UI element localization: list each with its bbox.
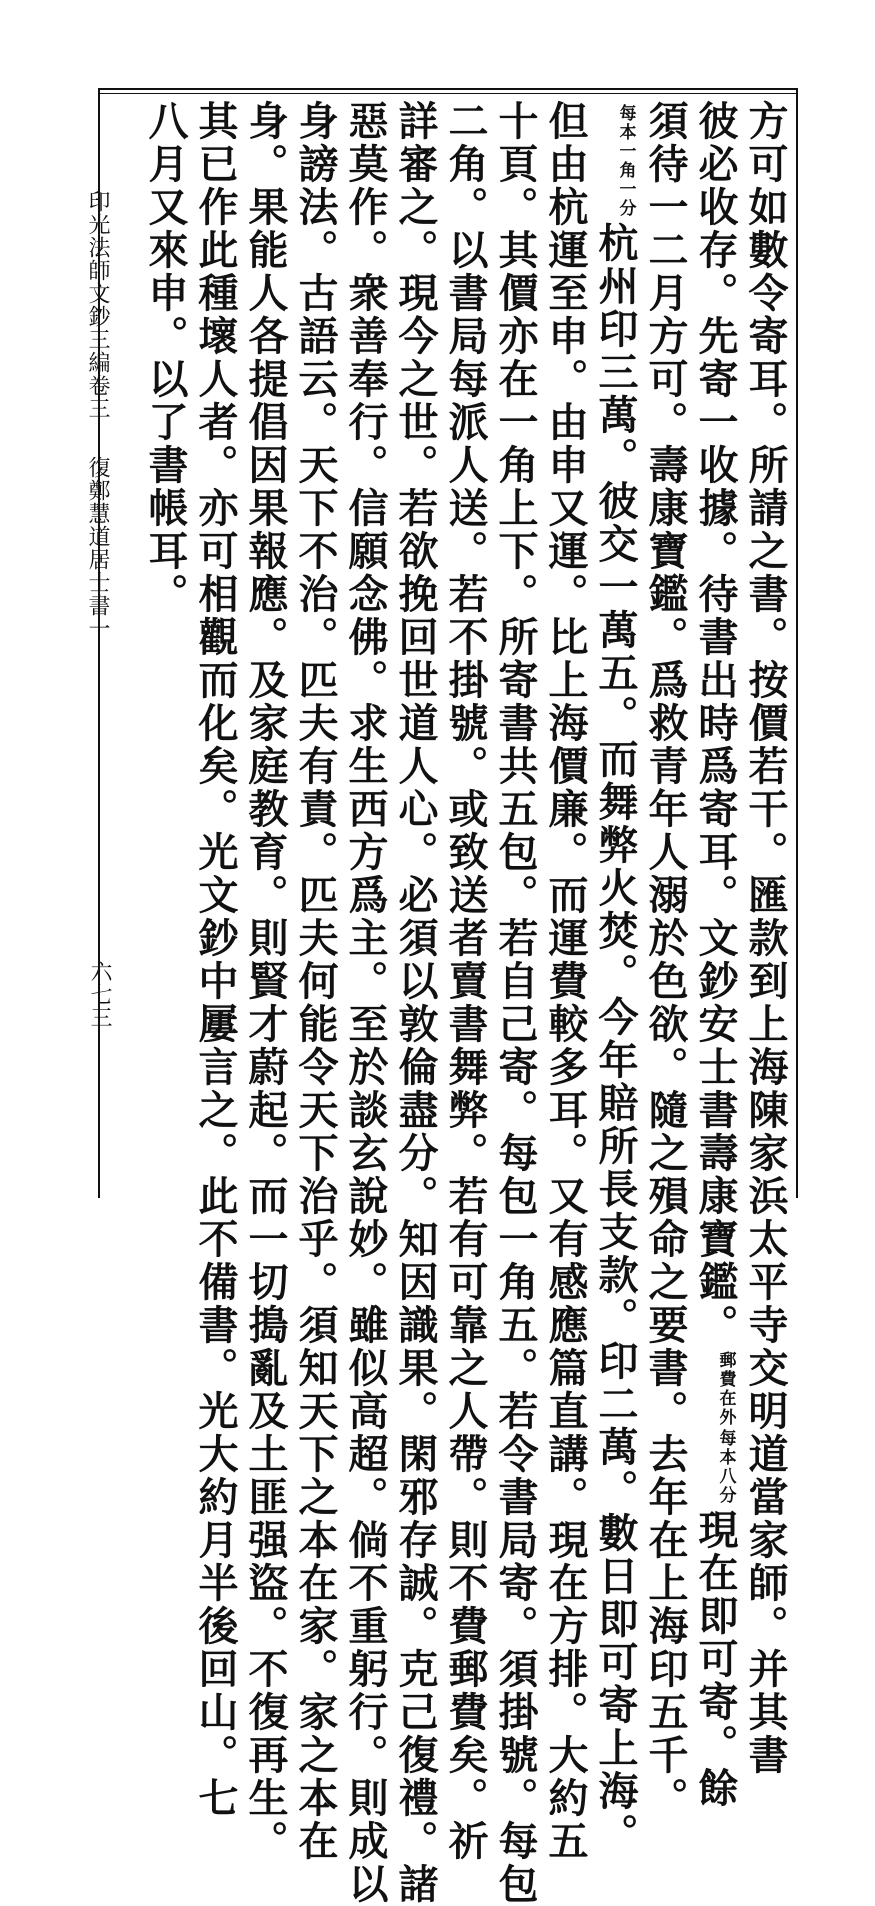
price-note-a [716, 1351, 735, 1505]
page-frame-top-inner [98, 93, 798, 94]
price-note-a-line-1: 每本八分 [715, 1429, 736, 1505]
text-column-2-tail: 現在即可寄。餘 [692, 1509, 739, 1810]
text-column-8: 詳審之。現今之世。若欲挽回世道人心。必須以敦倫盡分。知因識果。閑邪存誠。克己復禮。諸 [392, 100, 439, 1906]
page-frame-top [98, 88, 798, 90]
running-head-book: 印光法師文鈔三編卷三 [85, 190, 110, 420]
price-note-b [616, 104, 635, 218]
price-note-b-line: 每本一角一分 [615, 104, 636, 218]
running-head-section: 復鄭慧道居士書一 [85, 456, 110, 640]
text-column-6: 十頁。其價亦在一角上下。所寄書共五包。若自己寄。每包一角五。若令書局寄。須掛號。每包 [492, 100, 539, 1906]
text-column-3: 須待一二月方可。壽康寶鑑。爲救青年人溺於色欲。隨之殞命之要書。去年在上海印五千。 [642, 100, 689, 1820]
text-column-1: 方可如數令寄耳。所請之書。按價若干。匯款到上海陳家浜太平寺交明道當家師。并其書 [742, 100, 789, 1777]
text-column-11: 身。果能人各提倡因果報應。及家庭教育。則賢才蔚起。而一切搗亂及土匪强盜。不復再生。 [242, 100, 289, 1863]
page-frame-right [796, 88, 798, 1198]
text-column-10: 身謗法。古語云。天下不治。匹夫有責。匹夫何能令天下治乎。須知天下之本在家。家之本在 [292, 100, 339, 1863]
text-column-9: 惡莫作。衆善奉行。信願念佛。求生西方爲主。至於談玄說妙。雖似高超。倘不重躬行。則成以 [342, 100, 389, 1906]
text-column-5: 但由杭運至申。由申又運。比上海價廉。而運費較多耳。又有感應篇直講。現在方排。大約五 [542, 100, 589, 1863]
text-column-2-main: 彼必收存。先寄一收據。待書出時爲寄耳。文鈔安士書壽康寶鑑。 [692, 100, 739, 1347]
text-column-2 [690, 100, 740, 1810]
price-note-a-line-2: 郵費在外 [715, 1351, 736, 1427]
running-head [84, 190, 110, 640]
text-column-4 [590, 100, 640, 1856]
page-number: 六七三 [87, 960, 112, 1029]
text-column-12: 其已作此種壞人者。亦可相觀而化矣。光文鈔中屢言之。此不備書。光大約月半後回山。七 [192, 100, 239, 1820]
text-column-7: 二角。以書局每派人送。若不掛號。或致送者賣書舞弊。若有可靠之人帶。則不費郵費矣。祈 [442, 100, 489, 1863]
text-column-13: 八月又來申。以了書帳耳。 [142, 100, 189, 616]
text-column-4-main: 杭州印三萬。彼交一萬五。而舞弊火焚。今年賠所長支款。印二萬。數日即可寄上海。 [592, 222, 639, 1856]
